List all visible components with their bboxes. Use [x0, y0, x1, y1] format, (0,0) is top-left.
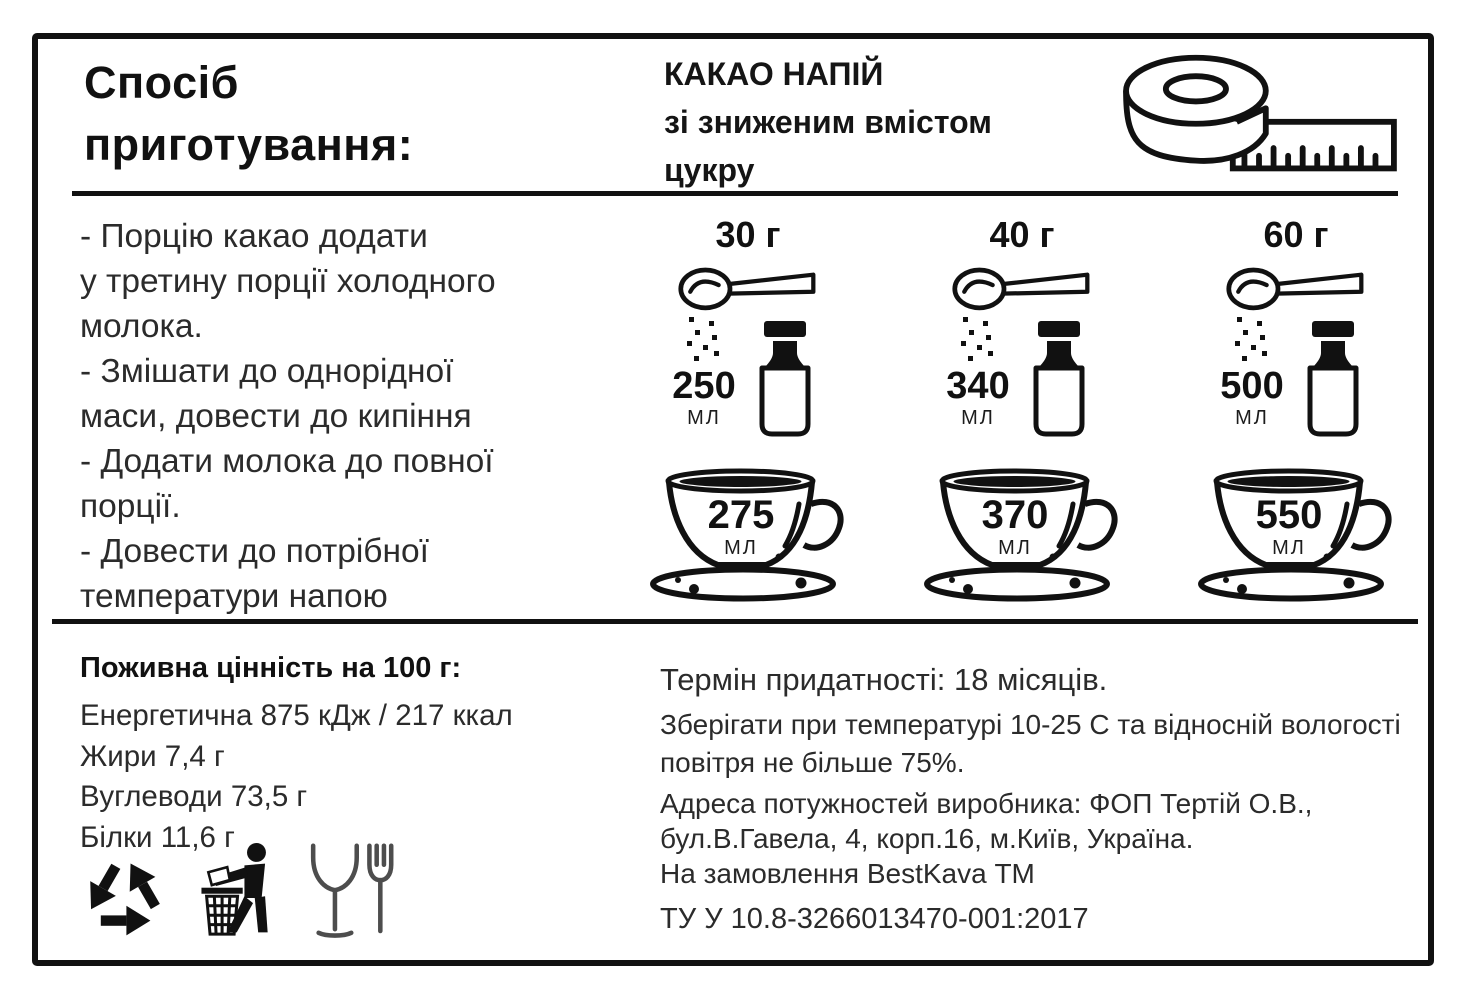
- milk-bottle-icon: [1031, 320, 1087, 440]
- serving-column-60g: [1159, 214, 1433, 614]
- milk-volume-unit: МЛ: [687, 407, 721, 429]
- footer-divider: [52, 619, 1418, 624]
- instruction-line: - Змішати до однорідної: [80, 353, 454, 390]
- manufacturer-line: бул.В.Гавела, 4, корп.16, м.Київ, Україна.: [660, 823, 1194, 854]
- cup-volume-label: [1196, 494, 1382, 560]
- milk-bottle-icon: [1305, 320, 1361, 440]
- milk-volume-unit: МЛ: [961, 407, 995, 429]
- milk-volume-value: 500: [1220, 365, 1284, 407]
- cup-volume-label: [922, 494, 1108, 560]
- product-title-line: цукру: [664, 152, 755, 188]
- instruction-line: - Довести до потрібної: [80, 533, 429, 570]
- cup-volume-unit: МЛ: [724, 537, 758, 559]
- method-title-line: приготування:: [84, 119, 414, 170]
- instruction-line: температури напою: [80, 578, 388, 615]
- glass-fork-icon: [304, 843, 404, 941]
- product-title-line: зі зниженим вмістом: [664, 104, 992, 140]
- cup-volume-value: 275: [707, 493, 775, 537]
- portion-grams: 60 г: [1263, 214, 1329, 255]
- manufacturer-info: [660, 786, 1430, 891]
- tidyman-icon: [198, 843, 284, 941]
- cup-volume: [1196, 452, 1396, 604]
- serving-column-40g: [885, 214, 1159, 614]
- instruction-line: молока.: [80, 308, 203, 345]
- cup-volume: [648, 452, 848, 604]
- milk-volume: [639, 366, 769, 430]
- spoon-icon: [677, 262, 819, 312]
- milk-step: [1159, 314, 1433, 448]
- nutrition-facts: [80, 652, 640, 858]
- portion-grams: 30 г: [715, 214, 781, 255]
- cup-volume-label: [648, 494, 834, 560]
- portion-grams: 40 г: [989, 214, 1055, 255]
- instruction-line: - Додати молока до повної: [80, 443, 494, 480]
- milk-bottle-icon: [757, 320, 813, 440]
- header-divider: [72, 191, 1398, 196]
- powder-icon: [961, 316, 997, 366]
- cup-volume-value: 370: [981, 493, 1049, 537]
- powder-icon: [1235, 316, 1271, 366]
- spoon-icon: [1225, 262, 1367, 312]
- milk-volume-value: 250: [672, 365, 736, 407]
- instruction-line: у третину порції холодного: [80, 263, 496, 300]
- serving-columns: [611, 214, 1433, 614]
- nutrition-line: Білки 11,6 г: [80, 820, 235, 854]
- instruction-line: маси, довести до кипіння: [80, 398, 472, 435]
- measuring-tape-icon: [1118, 50, 1400, 182]
- product-title-line: КАКАО НАПІЙ: [664, 56, 884, 92]
- nutrition-title: Поживна цінність на 100 г:: [80, 652, 462, 684]
- storage-info: [660, 662, 1430, 782]
- product-title: [664, 50, 992, 194]
- instruction-line: порції.: [80, 488, 181, 525]
- storage-conditions-line: Зберігати при температурі 10-25 С та відносній вологості: [660, 709, 1401, 740]
- milk-volume: [1187, 366, 1317, 430]
- milk-step: [885, 314, 1159, 448]
- shelf-life: Термін придатності: 18 місяців.: [660, 662, 1108, 697]
- nutrition-line: Жири 7,4 г: [80, 739, 225, 773]
- instruction-line: - Порцію какао додати: [80, 218, 428, 255]
- cup-volume-unit: МЛ: [1272, 537, 1306, 559]
- cup-volume: [922, 452, 1122, 604]
- milk-step: [611, 314, 885, 448]
- manufacturer-line: На замовлення BestKava ТМ: [660, 858, 1035, 889]
- milk-volume-value: 340: [946, 365, 1010, 407]
- cup-volume-unit: МЛ: [998, 537, 1032, 559]
- standard-number: ТУ У 10.8-3266013470-001:2017: [660, 903, 1089, 935]
- method-title-line: Спосіб: [84, 57, 239, 108]
- serving-column-30g: [611, 214, 885, 614]
- milk-volume: [913, 366, 1043, 430]
- storage-conditions-line: повітря не більше 75%.: [660, 747, 965, 778]
- nutrition-line: Енергетична 875 кДж / 217 ккал: [80, 699, 513, 732]
- powder-icon: [687, 316, 723, 366]
- manufacturer-line: Адреса потужностей виробника: ФОП Тертій О.В.,: [660, 788, 1313, 819]
- spoon-icon: [951, 262, 1093, 312]
- recycle-icon: [76, 845, 172, 941]
- cup-volume-value: 550: [1255, 493, 1323, 537]
- milk-volume-unit: МЛ: [1235, 407, 1269, 429]
- preparation-instructions: [80, 214, 660, 619]
- method-title: [84, 52, 413, 176]
- nutrition-line: Вуглеводи 73,5 г: [80, 780, 308, 813]
